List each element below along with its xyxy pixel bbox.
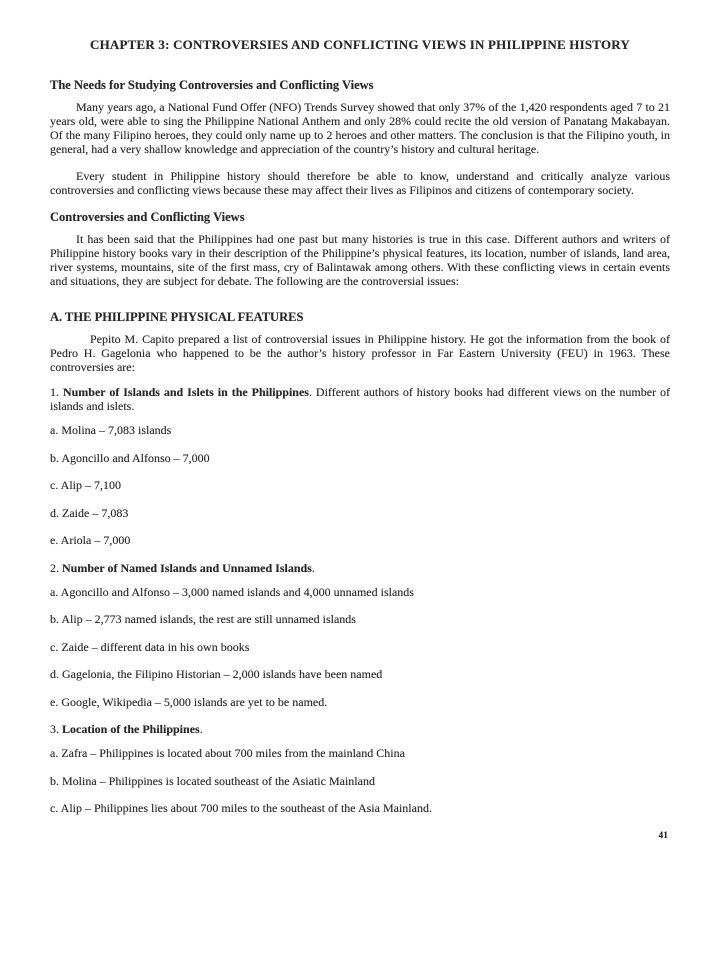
list-item: a. Molina – 7,083 islands bbox=[50, 423, 172, 437]
section-a-heading: A. THE PHILIPPINE PHYSICAL FEATURES bbox=[50, 310, 304, 324]
list-item: d. Gagelonia, the Filipino Historian – 2,000 islands have been named bbox=[50, 667, 383, 681]
issue-1-title: Number of Islands and Islets in the Philippines bbox=[62, 385, 309, 399]
issue-1-heading bbox=[50, 385, 670, 413]
issue-2-text: . bbox=[311, 560, 315, 575]
issue-3-text: . bbox=[199, 722, 203, 736]
issue-3-heading bbox=[50, 722, 670, 736]
page-number: 41 bbox=[658, 830, 668, 841]
issue-1-number: 1. bbox=[50, 385, 63, 399]
issue-3-number: 3. bbox=[50, 722, 62, 736]
list-item: c. Alip – Philippines lies about 700 miles to the southeast of the Asia Mainland. bbox=[50, 801, 432, 815]
paragraph-one-past: It has been said that the Philippines had one past but many histories is true in this case. Different authors and writers of Philippine history books vary in their description of the Philippine’s physical features, its location, number of islands, land area, river systems, mountains, site of the first mass, cry of Balintawak among others. With these conflicting views in certain events and situations, they are subject for debate. The following are the controversial issues: bbox=[50, 232, 670, 288]
list-item: d. Zaide – 7,083 bbox=[50, 505, 129, 520]
issue-3-title: Location of the Philippines bbox=[62, 722, 200, 736]
paragraph-pepito-capito: Pepito M. Capito prepared a list of controversial issues in Philippine history. He got the information from the book of Pedro H. Gagelonia who happened to be the author’s history professor in Far Eastern University (FEU) in 1963. These controversies are: bbox=[50, 332, 670, 374]
issue-1-text: . Different authors of history books had different views on the number of islands and islets. bbox=[50, 385, 670, 413]
list-item: c. Zaide – different data in his own books bbox=[50, 639, 250, 654]
list-item: e. Google, Wikipedia – 5,000 islands are yet to be named. bbox=[50, 694, 328, 709]
heading-needs-for-studying: The Needs for Studying Controversies and Conflicting Views bbox=[50, 78, 374, 92]
list-item: b. Agoncillo and Alfonso – 7,000 bbox=[50, 450, 210, 465]
issue-2-heading bbox=[50, 561, 670, 575]
issue-2-number: 2. bbox=[50, 560, 62, 575]
paragraph-every-student: Every student in Philippine history should therefore be able to know, understand and critically analyze various controversies and conflicting views because these may affect their lives as Filipinos and citizens of contemporary society. bbox=[50, 169, 670, 197]
issue-2-title: Number of Named Islands and Unnamed Islands bbox=[62, 560, 312, 575]
paragraph-nfo-survey: Many years ago, a National Fund Offer (NFO) Trends Survey showed that only 37% of the 1,420 respondents aged 7 to 21 years old, were able to sing the Philippine National Anthem and only 28% could recite the old version of Panatang Makabayan. Of the many Filipino heroes, they could only name up to 2 heroes and other matters. The conclusion is that the Filipino youth, in general, had a very shallow knowledge and appreciation of the country’s history and cultural heritage. bbox=[50, 100, 670, 156]
list-item: a. Zafra – Philippines is located about 700 miles from the mainland China bbox=[50, 746, 405, 760]
list-item: e. Ariola – 7,000 bbox=[50, 533, 131, 547]
list-item: b. Molina – Philippines is located southeast of the Asiatic Mainland bbox=[50, 773, 375, 788]
chapter-title: CHAPTER 3: CONTROVERSIES AND CONFLICTING VIEWS IN PHILIPPINE HISTORY bbox=[90, 37, 630, 52]
list-item: b. Alip – 2,773 named islands, the rest are still unnamed islands bbox=[50, 612, 356, 626]
heading-controversies: Controversies and Conflicting Views bbox=[50, 210, 245, 224]
list-item: c. Alip – 7,100 bbox=[50, 478, 121, 492]
list-item: a. Agoncillo and Alfonso – 3,000 named islands and 4,000 unnamed islands bbox=[50, 584, 414, 599]
